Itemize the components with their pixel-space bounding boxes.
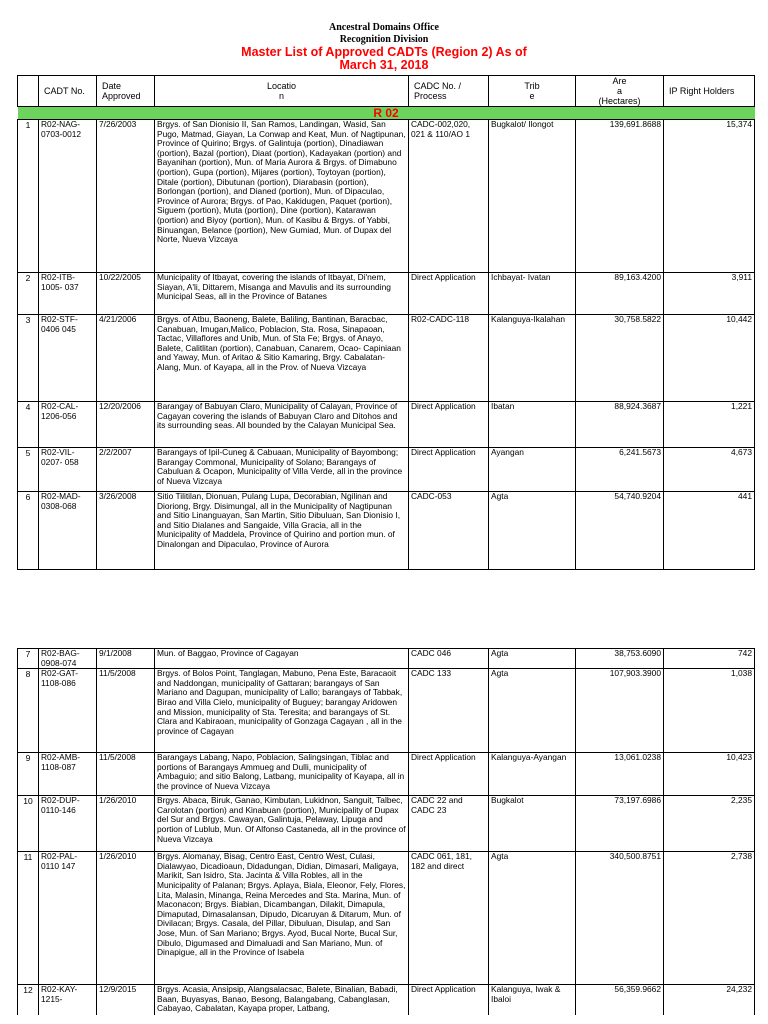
cell-num: 12: [18, 985, 39, 1015]
cell-area: 54,740.9204: [576, 492, 664, 570]
cell-num: 10: [18, 796, 39, 852]
cell-loc: Brgys. of Bolos Point, Tanglagan, Mabuno, Pena Este, Baracaoit and Naddongan, municipality of Gattaran; barangays of San Mariano and Dagupan, municipality of Lallo; barangays of Tabbak, Birao and Villa Cielo, municipality of Buguey; barangay Aridowen and Mission, municipality of Sta. Teresita; and barangays of St. Clara and Kabiraoan, municipality of Gonzaga Cagayan , all in the province of Cagayan: [155, 669, 409, 753]
cell-tribe: Agta: [489, 852, 576, 985]
cell-tribe: Kalanguya, Iwak & Ibaloi: [489, 985, 576, 1015]
cell-loc: Municipality of Itbayat, covering the islands of Itbayat, Di'nem, Siayan, A'li, Dittarem, Misanga and Mavulis and its surrounding Municipal Seas, all in the Province of Batanes: [155, 273, 409, 315]
division-name: Recognition Division: [339, 34, 429, 45]
cell-loc: Barangay of Babuyan Claro, Municipality of Calayan, Province of Cagayan covering the islands of Babuyan Claro and Ditohos and its surrounding seas. All bounded by the Calayan Municipal Sea.: [155, 402, 409, 448]
cell-ip: 10,423: [664, 753, 755, 796]
cell-loc: Brgys. Alomanay, Bisag, Centro East, Centro West, Culasi, Dialawyao, Dicadioaun, Didadungan, Didian, Dimasari, Maligaya, Marikit, San Isidro, Sta. Jacinta & Villa Robles, all in the Municipality of Palanan; Brgys. Aplaya, Biala, Eleonor, Fely, Flores, Lita, Malasin, Minanga, Reina Mercedes and Sta. Marina, Mun. of Maconacon; Brgys. Biabian, Dicambangan, Dilakit, Dimapula, Dimaputad, Dimasalansan, Dipudo, Dicaruyan & Ditarum, Mun. of Divilacan; Brgys. Casala, del Pillar, Dibuluan, Disulap, and San Jose, Mun. of San Mariano; Brgys. Ayod, Bucal Norte, Bucal Sur, Dibulo, Digumased and Dimaluadi and San Mariano, Mun. of Dinapigue, all in the Province of Isabela: [155, 852, 409, 985]
cell-tribe: Kalanguya-Ayangan: [489, 753, 576, 796]
cell-area: 88,924.3687: [576, 402, 664, 448]
cell-cadt: R02-VIL-0207- 058: [39, 448, 97, 492]
cell-cadt: R02-NAG-0703-0012: [39, 120, 97, 273]
table-row: [18, 796, 755, 852]
cell-ip: 24,232: [664, 985, 755, 1015]
cell-proc: Direct Application: [409, 402, 489, 448]
cell-proc: Direct Application: [409, 753, 489, 796]
cell-num: 1: [18, 120, 39, 273]
cell-proc: R02-CADC-118: [409, 315, 489, 402]
column-header-row: [18, 76, 755, 107]
cell-tribe: Ichbayat- Ivatan: [489, 273, 576, 315]
title-line-1: Master List of Approved CADTs (Region 2) As of: [241, 45, 527, 59]
col-header-date: Date Approved: [97, 76, 155, 107]
cell-cadt: R02-DUP-0110-146: [39, 796, 97, 852]
table-row: [18, 448, 755, 492]
table-row: [18, 753, 755, 796]
col-header-cadt: CADT No.: [39, 76, 97, 107]
col-header-location: Locatio n: [155, 76, 409, 107]
table-row: [18, 649, 755, 669]
cell-date: 1/26/2010: [97, 796, 155, 852]
cell-cadt: R02-CAL-1206-056: [39, 402, 97, 448]
cell-num: 2: [18, 273, 39, 315]
cell-date: 11/5/2008: [97, 753, 155, 796]
cell-num: 4: [18, 402, 39, 448]
cell-loc: Sitio Tilitilan, Dionuan, Pulang Lupa, Decorabian, Ngilinan and Dioriong, Brgy. Disimungal, all in the Municipality of Nagtipunan and Sitio Linanguayan, San Martin, Sitio Dibuluan, San Dionisio I, and Sitio Dialanes and Sangaide, Villa Gracia, all in the Municipality of Maddela, Province of Quirino and portion mun. of Dinalongan and Dipaculao, Province of Aurora: [155, 492, 409, 570]
cell-ip: 10,442: [664, 315, 755, 402]
cell-cadt: R02-MAD-0308-068: [39, 492, 97, 570]
table-row: [18, 120, 755, 273]
cell-num: 8: [18, 669, 39, 753]
cell-cadt: R02-BAG-0908-074: [39, 649, 97, 669]
cell-area: 139,691.8688: [576, 120, 664, 273]
cell-loc: Barangays Labang, Napo, Poblacion, Salingsingan, Tiblac and portions of Barangays Ammueg and Dulli, municipality of Ambaguio; and sitio Balong, Latbang, municipality of Kayapa, all in the province of Nueva Vizcaya: [155, 753, 409, 796]
col-header-area: Are a (Hectares): [576, 76, 664, 107]
cell-proc: CADC 061, 181, 182 and direct: [409, 852, 489, 985]
title-line-2: March 31, 2018: [339, 58, 429, 72]
cell-tribe: Agta: [489, 492, 576, 570]
cell-loc: Brgys. Acasia, Ansipsip, Alangsalacsac, Balete, Binalian, Babadi, Baan, Buyasyas, Banao, Besong, Balangabang, Cabanglasan, Cabayao, Cabalatan, Kayapa proper, Latbang,: [155, 985, 409, 1015]
cell-tribe: Bugkalot: [489, 796, 576, 852]
cell-tribe: Agta: [489, 669, 576, 753]
cell-cadt: R02-STF-0406 045: [39, 315, 97, 402]
cell-area: 13,061.0238: [576, 753, 664, 796]
cell-proc: CADC 046: [409, 649, 489, 669]
cell-num: 5: [18, 448, 39, 492]
cell-proc: Direct Application: [409, 273, 489, 315]
cell-ip: 2,235: [664, 796, 755, 852]
cell-area: 38,753.6090: [576, 649, 664, 669]
region-label: R 02: [18, 107, 755, 120]
table-row: [18, 315, 755, 402]
cell-cadt: R02-AMB-1108-087: [39, 753, 97, 796]
cell-num: 3: [18, 315, 39, 402]
office-name: Ancestral Domains Office: [329, 22, 439, 33]
table-row: [18, 669, 755, 753]
cell-num: 7: [18, 649, 39, 669]
col-header-tribe: Trib e: [489, 76, 576, 107]
cell-loc: Brgys. of Atbu, Baoneng, Balete, Baliling, Bantinan, Baracbac, Canabuan, Imugan,Malico, Poblacion, Sta. Rosa, Sinapaoan, Tactac, Villaflores and Unib, Mun. of Sta Fe; Brgys. of Anayo, Balete, Calitlitan (portion), Canabuan, Canarem, Ocao- Capiniaan and Yaway, Mun. of Aritao & Sitio Kamaring, Brgy. Cabalatan-Alang, Mun. of Kayapa, all in the Prov. of Nueva Vizcaya: [155, 315, 409, 402]
cell-area: 30,758.5822: [576, 315, 664, 402]
cell-area: 340,500.8751: [576, 852, 664, 985]
table-row: [18, 985, 755, 1015]
cell-date: 7/26/2003: [97, 120, 155, 273]
table-row: [18, 273, 755, 315]
table-row: [18, 492, 755, 570]
cell-ip: 1,221: [664, 402, 755, 448]
cell-ip: 2,738: [664, 852, 755, 985]
cell-area: 6,241.5673: [576, 448, 664, 492]
cell-proc: CADC-002,020, 021 & 110/AO 1: [409, 120, 489, 273]
cadt-table-part-2: [17, 648, 755, 1015]
cell-date: 11/5/2008: [97, 669, 155, 753]
cell-date: 9/1/2008: [97, 649, 155, 669]
cell-loc: Brgys. Abaca, Biruk, Ganao, Kimbutan, Lukidnon, Sanguit, Talbec, Carolotan (portion) and Kinabuan (portion), Municipality of Dupax del Sur and Brgys. Cawayan, Galintuja, Pelaway, Lipuga and portion of Lublub, Mun. Of Alfonso Castaneda, all in the province of Nueva Vizcaya: [155, 796, 409, 852]
cell-date: 1/26/2010: [97, 852, 155, 985]
col-header-num: [18, 76, 39, 107]
cadt-table-part-1: [17, 75, 755, 570]
document-title: [0, 46, 768, 72]
cell-date: 12/20/2006: [97, 402, 155, 448]
cell-date: 2/2/2007: [97, 448, 155, 492]
cell-ip: 441: [664, 492, 755, 570]
cell-area: 56,359.9662: [576, 985, 664, 1015]
cell-tribe: Ibatan: [489, 402, 576, 448]
cell-cadt: R02-KAY-1215-: [39, 985, 97, 1015]
cell-tribe: Agta: [489, 649, 576, 669]
cell-date: 12/9/2015: [97, 985, 155, 1015]
cell-proc: CADC 22 and CADC 23: [409, 796, 489, 852]
cell-area: 73,197.6986: [576, 796, 664, 852]
cell-ip: 4,673: [664, 448, 755, 492]
cell-num: 6: [18, 492, 39, 570]
table-row: [18, 852, 755, 985]
cell-loc: Mun. of Baggao, Province of Cagayan: [155, 649, 409, 669]
cell-tribe: Ayangan: [489, 448, 576, 492]
cell-tribe: Bugkalot/ Ilongot: [489, 120, 576, 273]
cell-cadt: R02-PAL-0110 147: [39, 852, 97, 985]
cell-date: 10/22/2005: [97, 273, 155, 315]
col-header-ip: IP Right Holders: [664, 76, 755, 107]
table-row: [18, 402, 755, 448]
cell-proc: CADC-053: [409, 492, 489, 570]
region-row: [18, 107, 755, 120]
cell-proc: CADC 133: [409, 669, 489, 753]
cell-loc: Barangays of Ipil-Cuneg & Cabuaan, Municipality of Bayombong; Barangay Commonal, Municipality of Solano; Barangays of Cabuluan & Ocapon, Municipality of Villa Verde, all in the province of Nueva Vizcaya: [155, 448, 409, 492]
cell-cadt: R02-GAT-1108-086: [39, 669, 97, 753]
cell-proc: Direct Application: [409, 985, 489, 1015]
cell-ip: 15,374: [664, 120, 755, 273]
cell-tribe: Kalanguya-Ikalahan: [489, 315, 576, 402]
cell-date: 4/21/2006: [97, 315, 155, 402]
cell-area: 107,903.3900: [576, 669, 664, 753]
cell-proc: Direct Application: [409, 448, 489, 492]
cell-ip: 1,038: [664, 669, 755, 753]
cell-num: 11: [18, 852, 39, 985]
cell-num: 9: [18, 753, 39, 796]
cell-cadt: R02-ITB-1005- 037: [39, 273, 97, 315]
cell-ip: 742: [664, 649, 755, 669]
col-header-process: CADC No. / Process: [409, 76, 489, 107]
cell-ip: 3,911: [664, 273, 755, 315]
cell-loc: Brgys. of San Dionisio II, San Ramos, Landingan, Wasid, San Pugo, Matmad, Giayan, La Conwap and Keat, Mun. of Nagtipunan, Province of Quirino; Brgys. of Galintuja (portion), Dinadiawan (portion), Bazal (portion), Diaat (portion), Kadayakan (portion) and Bayanihan (portion), Mun. of Maria Aurora & Brgys. of Dimabuno (portion), Gupa (portion), Mijares (portion), Toytoyan (portion), Ditale (portion), Dibutunan (portion), Diarabasin (portion), Borlongan (portion), and Dianed (portion), Mun. of Dipaculao, Province of Aurora; Brgys. of Pao, Kakidugen, Paquet (portion), Siguem (portion), Muta (portion), Dine (portion), Katarawan (portion) and Biyoy (portion), Mun. of Kasibu & Brgys. of Yabbi, Binuangan, Belance (portion), New Gumiad, Mun. of Dupax del Norte, Nueva Vizcaya: [155, 120, 409, 273]
cell-area: 89,163.4200: [576, 273, 664, 315]
cell-date: 3/26/2008: [97, 492, 155, 570]
